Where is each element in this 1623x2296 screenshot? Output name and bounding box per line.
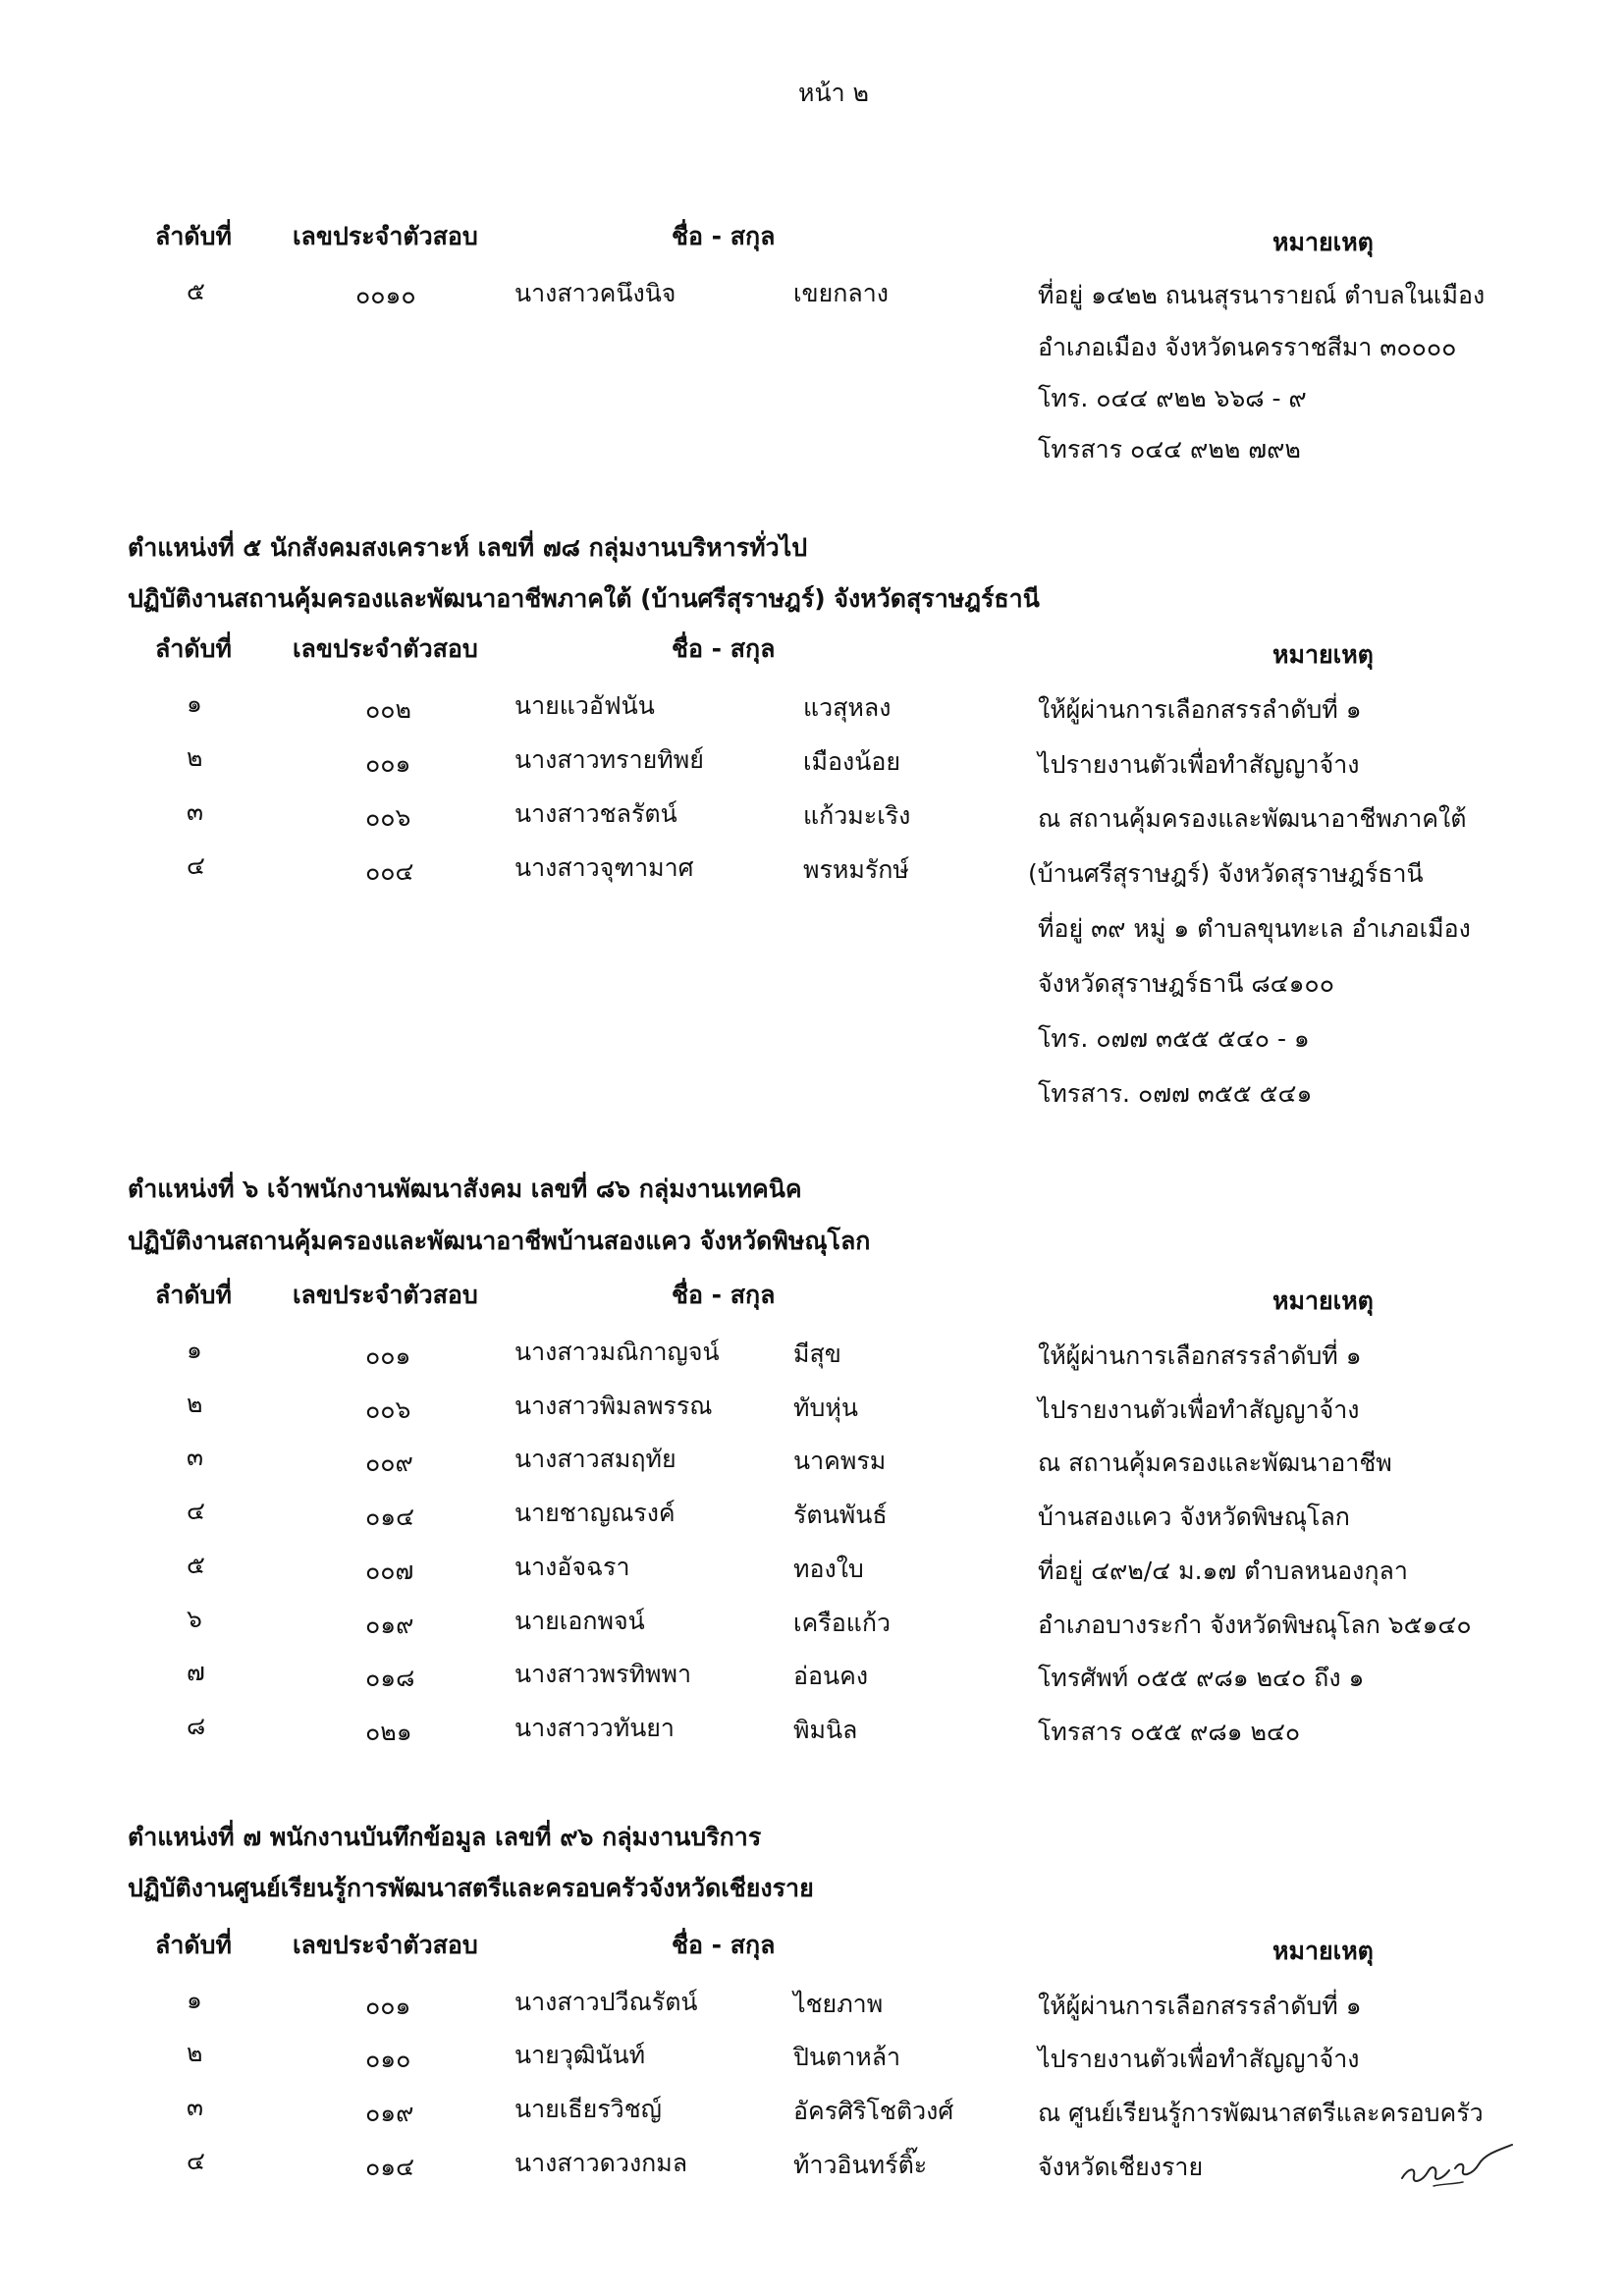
row-first-name: นายวุฒินันท์ xyxy=(514,2041,646,2069)
note-line: (บ้านศรีสุราษฎร์) จังหวัดสุราษฎร์ธานี xyxy=(1028,859,1424,888)
note-line: ที่อยู่ ๑๔๒๒ ถนนสุรนารายณ์ ตำบลในเมือง xyxy=(1038,281,1486,309)
position-title: ตำแหน่งที่ ๖ เจ้าพนักงานพัฒนาสังคม เลขที่ ๘๖ กลุ่มงานเทคนิค xyxy=(128,1175,802,1203)
row-exam-id: ๐๐๔ xyxy=(365,857,414,886)
note-line: โทร. ๐๔๔ ๙๒๒ ๖๖๘ - ๙ xyxy=(1038,384,1307,412)
row-exam-id: ๐๐๑๐ xyxy=(355,281,416,309)
note-line: จังหวัดสุราษฎร์ธานี ๘๔๑๐๐ xyxy=(1038,969,1334,998)
note-line: อำเภอบางระกำ จังหวัดพิษณุโลก ๖๕๑๔๐ xyxy=(1038,1611,1472,1639)
row-number: ๓ xyxy=(187,797,204,826)
row-last-name: แก้วมะเริง xyxy=(803,801,911,830)
row-first-name: นางสาววทันยา xyxy=(514,1714,675,1742)
row-exam-id: ๐๑๔ xyxy=(365,2153,415,2181)
note-line: บ้านสองแคว จังหวัดพิษณุโลก xyxy=(1038,1503,1350,1531)
row-exam-id: ๐๒๑ xyxy=(365,1718,412,1746)
row-number: ๒ xyxy=(187,2039,203,2067)
header-order: ลำดับที่ xyxy=(155,222,232,250)
row-last-name: เมืองน้อย xyxy=(803,747,900,776)
row-first-name: นายเธียรวิชญ์ xyxy=(514,2095,662,2123)
row-exam-id: ๐๑๘ xyxy=(365,1664,415,1692)
note-line: โทรสาร ๐๕๕ ๙๘๑ ๒๔๐ xyxy=(1038,1718,1301,1746)
row-exam-id: ๐๐๗ xyxy=(365,1557,414,1585)
row-last-name: พรหมรักษ์ xyxy=(803,855,909,884)
note-line: อำเภอเมือง จังหวัดนครราชสีมา ๓๐๐๐๐ xyxy=(1038,333,1457,361)
header-exam-id: เลขประจำตัวสอบ xyxy=(293,1931,478,1959)
row-exam-id: ๐๐๒ xyxy=(365,695,411,724)
note-line: ที่อยู่ ๔๙๒/๔ ม.๑๗ ตำบลหนองกุลา xyxy=(1038,1557,1408,1585)
note-line: ณ สถานคุ้มครองและพัฒนาอาชีพภาคใต้ xyxy=(1038,804,1467,833)
row-last-name: เขยกลาง xyxy=(793,279,889,307)
row-exam-id: ๐๐๖ xyxy=(365,1395,411,1424)
row-last-name: มีสุข xyxy=(793,1339,841,1368)
header-note: หมายเหตุ xyxy=(1272,228,1374,256)
row-first-name: นางสาวมณิกาญจน์ xyxy=(514,1338,720,1366)
row-number: ๒ xyxy=(187,1390,203,1418)
row-number: ๘ xyxy=(187,1712,206,1740)
note-line: ณ สถานคุ้มครองและพัฒนาอาชีพ xyxy=(1038,1449,1392,1477)
header-name: ชื่อ - สกุล xyxy=(672,222,776,250)
row-first-name: นางสาวจุฑามาศ xyxy=(514,853,694,882)
row-last-name: ทองใบ xyxy=(793,1555,864,1583)
row-first-name: นางสาวสมฤทัย xyxy=(514,1445,676,1473)
header-name: ชื่อ - สกุล xyxy=(672,1931,776,1959)
header-exam-id: เลขประจำตัวสอบ xyxy=(293,222,478,250)
row-exam-id: ๐๐๑ xyxy=(365,1992,411,2020)
row-first-name: นายชาญณรงค์ xyxy=(514,1499,676,1527)
row-exam-id: ๐๑๙ xyxy=(365,1611,414,1639)
row-exam-id: ๐๑๙ xyxy=(365,2099,414,2127)
header-order: ลำดับที่ xyxy=(155,1931,232,1959)
row-number: ๕ xyxy=(187,1551,205,1579)
position-title: ตำแหน่งที่ ๕ นักสังคมสงเคราะห์ เลขที่ ๗๘ กลุ่มงานบริหารทั่วไป xyxy=(128,533,808,562)
row-last-name: ไชยภาพ xyxy=(793,1990,884,2018)
row-first-name: นางอัจฉรา xyxy=(514,1553,630,1581)
row-last-name: ท้าวอินทร์ติ๊ะ xyxy=(793,2151,928,2179)
row-last-name: อัครศิริโชติวงศ์ xyxy=(793,2097,954,2125)
header-note: หมายเหตุ xyxy=(1272,640,1374,669)
row-number: ๔ xyxy=(187,1497,205,1525)
row-number: ๓ xyxy=(187,2093,204,2121)
row-number: ๑ xyxy=(187,1336,202,1364)
row-number: ๑ xyxy=(187,689,202,718)
header-note: หมายเหตุ xyxy=(1272,1937,1374,1965)
note-line: ไปรายงานตัวเพื่อทำสัญญาจ้าง xyxy=(1038,1395,1360,1424)
row-number: ๑ xyxy=(187,1986,202,2014)
row-number: ๗ xyxy=(187,1658,205,1686)
header-order: ลำดับที่ xyxy=(155,634,232,663)
row-exam-id: ๐๐๖ xyxy=(365,803,411,832)
row-first-name: นางสาวพรทิพพา xyxy=(514,1660,692,1688)
row-number: ๔ xyxy=(187,851,205,880)
row-last-name: พิมนิล xyxy=(793,1716,858,1744)
header-order: ลำดับที่ xyxy=(155,1281,232,1309)
row-number: ๔ xyxy=(187,2147,205,2175)
row-number: ๓ xyxy=(187,1443,204,1471)
note-line: ไปรายงานตัวเพื่อทำสัญญาจ้าง xyxy=(1038,2045,1360,2073)
position-workplace: ปฏิบัติงานศูนย์เรียนรู้การพัฒนาสตรีและครอบครัวจังหวัดเชียงราย xyxy=(128,1874,814,1902)
note-line: จังหวัดเชียงราย xyxy=(1038,2153,1204,2181)
header-name: ชื่อ - สกุล xyxy=(672,1281,776,1309)
note-line: ให้ผู้ผ่านการเลือกสรรลำดับที่ ๑ xyxy=(1038,1341,1362,1370)
note-line: โทรสาร. ๐๗๗ ๓๕๕ ๕๔๑ xyxy=(1038,1079,1313,1108)
row-last-name: แวสุหลง xyxy=(803,693,892,722)
page-number: หน้า ๒ xyxy=(798,79,870,107)
header-note: หมายเหตุ xyxy=(1272,1286,1374,1315)
row-number: ๒ xyxy=(187,743,203,772)
row-first-name: นางสาวชลรัตน์ xyxy=(514,799,677,828)
header-exam-id: เลขประจำตัวสอบ xyxy=(293,1281,478,1309)
row-last-name: รัตนพันธ์ xyxy=(793,1501,888,1529)
row-number: ๕ xyxy=(187,277,205,305)
row-first-name: นางสาวปวีณรัตน์ xyxy=(514,1988,698,2016)
row-last-name: ทับหุ่น xyxy=(793,1394,858,1422)
row-first-name: นายเอกพจน์ xyxy=(514,1607,645,1635)
row-first-name: นางสาวคนึงนิจ xyxy=(514,279,676,307)
row-exam-id: ๐๑๐ xyxy=(365,2045,411,2073)
note-line: โทรสาร ๐๔๔ ๙๒๒ ๗๙๒ xyxy=(1038,435,1301,464)
note-line: ให้ผู้ผ่านการเลือกสรรลำดับที่ ๑ xyxy=(1038,695,1362,724)
header-name: ชื่อ - สกุล xyxy=(672,634,776,663)
row-last-name: เครือแก้ว xyxy=(793,1609,891,1637)
note-line: ไปรายงานตัวเพื่อทำสัญญาจ้าง xyxy=(1038,750,1360,779)
row-exam-id: ๐๐๙ xyxy=(365,1449,413,1477)
row-exam-id: ๐๐๑ xyxy=(365,1341,411,1370)
signature-mark xyxy=(1394,2129,1522,2198)
row-exam-id: ๐๑๔ xyxy=(365,1503,415,1531)
row-last-name: นาคพรม xyxy=(793,1447,887,1475)
row-first-name: นางสาวทรายทิพย์ xyxy=(514,745,704,774)
position-title: ตำแหน่งที่ ๗ พนักงานบันทึกข้อมูล เลขที่ ๙๖ กลุ่มงานบริการ xyxy=(128,1823,762,1851)
position-workplace: ปฏิบัติงานสถานคุ้มครองและพัฒนาอาชีพบ้านสองแคว จังหวัดพิษณุโลก xyxy=(128,1227,871,1255)
note-line: ให้ผู้ผ่านการเลือกสรรลำดับที่ ๑ xyxy=(1038,1992,1362,2020)
row-exam-id: ๐๐๑ xyxy=(365,749,411,778)
row-first-name: นางสาวดวงกมล xyxy=(514,2149,688,2177)
note-line: โทร. ๐๗๗ ๓๕๕ ๕๔๐ - ๑ xyxy=(1038,1024,1310,1053)
row-last-name: ปินตาหล้า xyxy=(793,2043,901,2071)
note-line: โทรศัพท์ ๐๕๕ ๙๘๑ ๒๔๐ ถึง ๑ xyxy=(1038,1664,1365,1692)
note-line: ที่อยู่ ๓๙ หมู่ ๑ ตำบลขุนทะเล อำเภอเมือง xyxy=(1038,914,1471,943)
row-number: ๖ xyxy=(187,1605,202,1633)
row-first-name: นายแวอัฟนัน xyxy=(514,691,655,720)
position-workplace: ปฏิบัติงานสถานคุ้มครองและพัฒนาอาชีพภาคใต้ (บ้านศรีสุราษฎร์) จังหวัดสุราษฎร์ธานี xyxy=(128,584,1040,613)
note-line: ณ ศูนย์เรียนรู้การพัฒนาสตรีและครอบครัว xyxy=(1038,2099,1484,2127)
header-exam-id: เลขประจำตัวสอบ xyxy=(293,634,478,663)
row-last-name: อ่อนคง xyxy=(793,1662,869,1690)
row-first-name: นางสาวพิมลพรรณ xyxy=(514,1392,713,1420)
